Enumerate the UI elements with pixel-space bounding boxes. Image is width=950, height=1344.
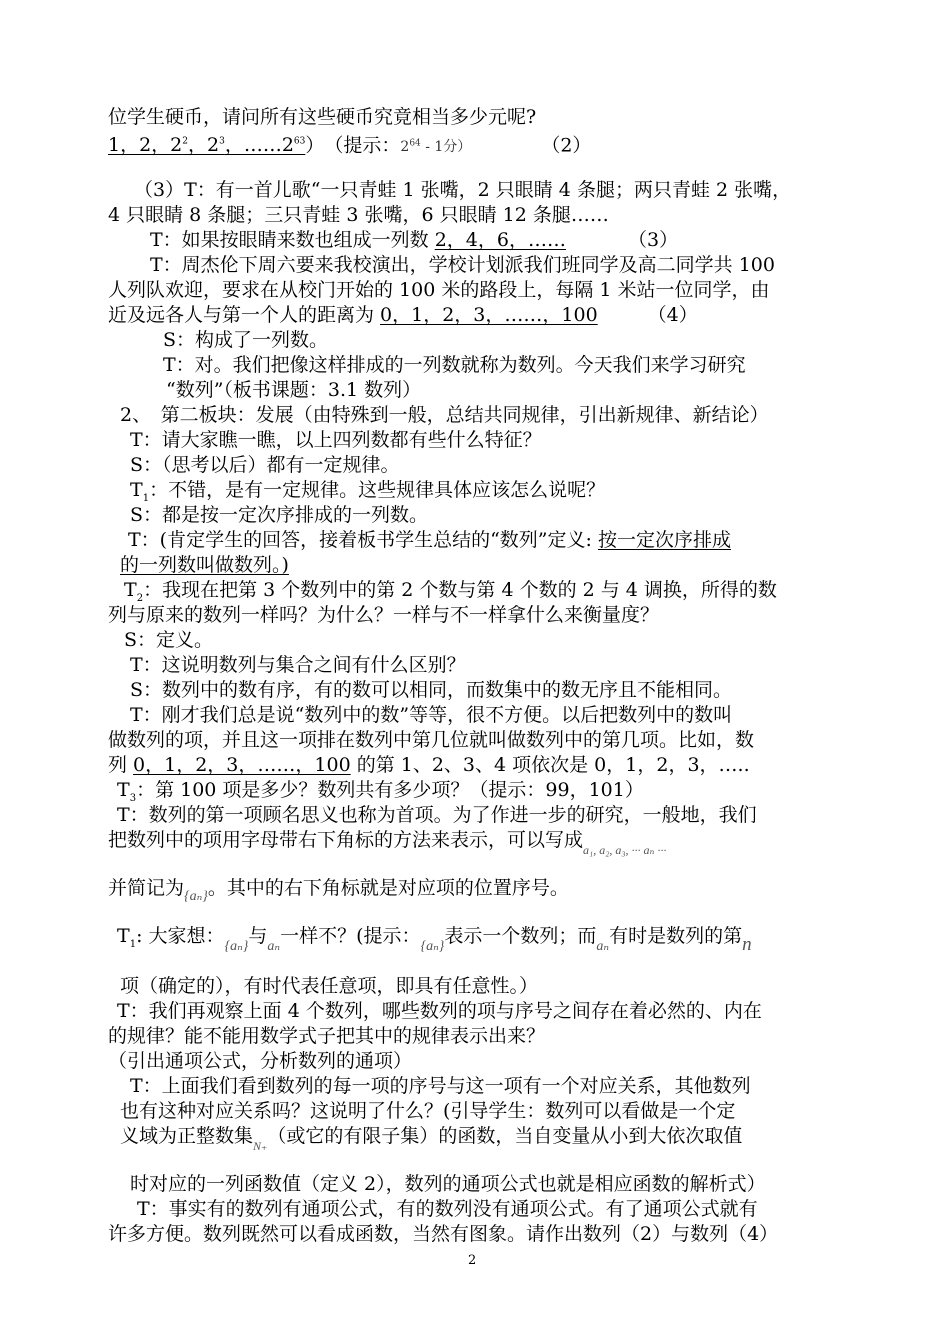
text-line: 列 0，1，2，3，……，100 的第 1、2、3、4 项依次是 0，1，2，3，….. — [108, 754, 750, 776]
text-line: （3）T：有一首儿歌“一只青蛙 1 张嘴，2 只眼睛 4 条腿；两只青蛙 2 张嘴， — [134, 179, 792, 201]
definition-underlined: 按一定次序排成 — [597, 529, 731, 551]
text-line: S：都是按一定次序排成的一列数。 — [130, 504, 429, 526]
text-line: 列与原来的数列一样吗？为什么？一样与不一样拿什么来衡量度？ — [108, 604, 660, 626]
text-line: $T_3$：第 100 项是多少？数列共有多少项？（提示：99，101） — [117, 779, 644, 804]
text-line: S：数列中的数有序，有的数可以相同，而数集中的数无序且不能相同。 — [130, 679, 733, 701]
sequence-4-ref: 0，1，2，3，……，100 — [133, 754, 351, 776]
formula-sequence-terms: a₁, a₂, a₃, ··· aₙ ··· — [583, 843, 667, 857]
text-line: 时对应的一列函数值（定义 2），数列的通项公式也就是相应函数的解析式） — [130, 1173, 766, 1195]
text-line: $T_1$：不错，是有一定规律。这些规律具体应该怎么说呢？ — [130, 479, 606, 504]
text-line: 4 只眼睛 8 条腿；三只青蛙 3 张嘴，6 只眼睛 12 条腿…… — [108, 204, 609, 226]
formula-sequence-notation: {aₙ} — [420, 939, 445, 954]
sequence-4: 0，1，2，3，……，100 — [380, 304, 598, 326]
text-line: T：如果按眼睛来数也组成一列数 2，4，6，…… （3） — [150, 229, 679, 251]
text-line: 近及远各人与第一个人的距离为 0，1，2，3，……，100 （4） — [108, 304, 698, 326]
text-line: S：（思考以后）都有一定规律。 — [130, 454, 400, 476]
text-line: T：请大家瞧一瞧，以上四列数都有些什么特征？ — [130, 429, 542, 451]
text-line: 许多方便。数列既然可以看成函数，当然有图象。请作出数列（2）与数列（4） — [108, 1223, 779, 1245]
text-line: “数列”（板书课题：3.1 数列） — [166, 379, 422, 401]
text-line: 项（确定的），有时代表任意项，即具有任意性。） — [120, 975, 539, 997]
text-line: 的一列数叫做数列。) — [120, 554, 289, 576]
page-number: 2 — [468, 1253, 477, 1268]
definition-underlined: 的一列数叫做数列。 — [120, 554, 282, 576]
text-line: 把数列中的项用字母带右下角标的方法来表示，可以写成$_{a_1, a_2, a_3, \cdot\cdot\cdot a_n \cdot\cdot\cdot}$ — [108, 829, 667, 857]
formula-sequence-notation: {aₙ} — [224, 939, 249, 954]
text-line: 位学生硬币，请问所有这些硬币究竟相当多少元呢? — [108, 106, 537, 128]
formula-positive-integers: N₊ — [253, 1139, 268, 1153]
text-line: 做数列的项，并且这一项排在数列中第几位就叫做数列中的第几项。比如，数 — [108, 729, 755, 751]
text-line: （引出通项公式，分析数列的通项） — [108, 1050, 413, 1072]
text-line: S：构成了一列数。 — [163, 329, 329, 351]
sequence-1: 1，2，$2^2$，$2^3$，$\dots\dots 2^{63}$ — [108, 134, 306, 157]
text-line: T：事实有的数列有通项公式，有的数列没有通项公式。有了通项公式就有 — [137, 1198, 758, 1220]
text-line: T：对。我们把像这样排成的一列数就称为数列。今天我们来学习研究 — [163, 354, 746, 376]
text-line: T：(肯定学生的回答，接着板书学生总结的“数列”定义: 按一定次序排成 — [128, 529, 731, 551]
formula-sequence-notation: {aₙ} — [184, 889, 208, 904]
text-line: 人列队欢迎，要求在从校门开始的 100 米的路段上，每隔 1 米站一位同学，由 — [108, 279, 770, 301]
text-line: 也有这种对应关系吗？这说明了什么？(引导学生：数列可以看做是一个定 — [120, 1100, 736, 1122]
text-line: T：周杰伦下周六要来我校演出，学校计划派我们班同学及高二同学共 100 — [150, 254, 775, 276]
text-line: $T_1$: 大家想：$_{\{a_n\}}$与$_{a_n}$一样不？(提示：$_{\{a_n\}}$表示一个数列；而$_{a_n}$有时是数列的第n — [117, 925, 752, 955]
text-line: $T_2$：我现在把第 3 个数列中的第 2 个数与第 4 个数的 2 与 4 调换，所得的数 — [124, 579, 777, 604]
text-line: 的规律？能不能用数学式子把其中的规律表示出来？ — [108, 1025, 546, 1047]
formula-index: n — [742, 934, 752, 955]
formula-term: aₙ — [596, 939, 610, 954]
sequence-3: 2，4，6，…… — [434, 229, 566, 251]
hint-formula: $2^{64} - 1$分） — [400, 138, 472, 156]
text-line: T：上面我们看到数列的每一项的序号与这一项有一个对应关系，其他数列 — [130, 1075, 751, 1097]
formula-term: aₙ — [267, 939, 281, 954]
text-line: T：刚才我们总是说“数列中的数”等等，很不方便。以后把数列中的数叫 — [130, 704, 733, 726]
text-line: T：我们再观察上面 4 个数列，哪些数列的项与序号之间存在着必然的、内在 — [117, 1000, 762, 1022]
section-heading: 2、 第二板块：发展（由特殊到一般，总结共同规律，引出新规律、新结论） — [120, 404, 769, 426]
text-line: T：这说明数列与集合之间有什么区别？ — [130, 654, 466, 676]
text-line: 1，2，$2^2$，$2^3$，$\dots\dots 2^{63}$） （提示：$2^{64} - 1$分） （2） — [108, 134, 592, 157]
text-line: T：数列的第一项顾名思义也称为首项。为了作进一步的研究，一般地，我们 — [117, 804, 757, 826]
text-line: S：定义。 — [124, 629, 214, 651]
text-line: 并简记为$_{\{a_n\}}$。其中的右下角标就是对应项的位置序号。 — [108, 877, 569, 904]
text-line: 义域为正整数集$_{N_+}$（或它的有限子集）的函数，当自变量从小到大依次取值 — [120, 1125, 743, 1153]
